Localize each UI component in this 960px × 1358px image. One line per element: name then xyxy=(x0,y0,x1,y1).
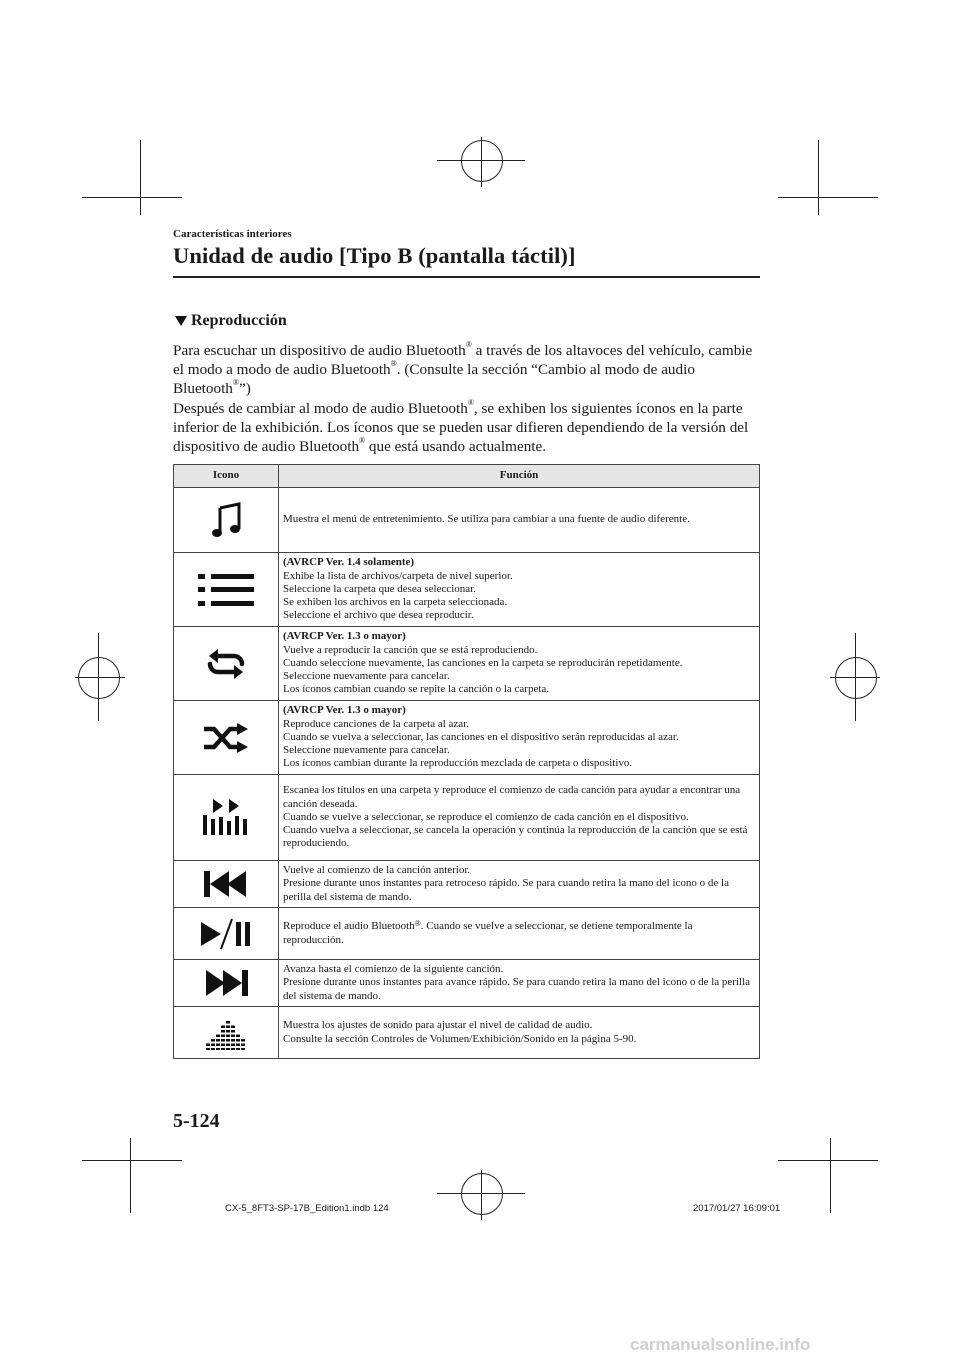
scan-icon xyxy=(203,799,249,837)
section-label: Características interiores xyxy=(173,228,292,240)
function-line: Avanza hasta el comienzo de la siguiente canción. xyxy=(283,963,504,976)
play-pause-icon xyxy=(201,918,251,950)
function-line: Los íconos cambian cuando se repite la canción o la carpeta. xyxy=(283,683,550,696)
table-row xyxy=(174,1007,760,1059)
function-line: Cuando vuelva a seleccionar, se cancela la operación y continúa la reproducción de la canción que se está reproduciendo. xyxy=(283,824,748,850)
function-line: Cuando se vuelva a seleccionar, las canciones en el dispositivo serán reproducidas al azar. xyxy=(283,730,679,743)
function-line: Presione durante unos instantes para retroceso rápido. Se para cuando retira la mano del icono o de la perilla del sistema de mando. xyxy=(283,877,729,903)
function-line: Se exhiben los archivos en la carpeta seleccionada. xyxy=(283,596,508,609)
page-title: Unidad de audio [Tipo B (pantalla táctil)] xyxy=(173,243,576,268)
page-number: 5-124 xyxy=(173,1110,220,1132)
function-line: Presione durante unos instantes para avance rápido. Se para cuando retira la mano del icono o de la perilla del sistema de mando. xyxy=(283,976,751,1002)
footer-file-name: CX-5_8FT3-SP-17B_Edition1.indb 124 xyxy=(225,1203,389,1214)
function-text: Muestra el menú de entretenimiento. Se utiliza para cambiar a una fuente de audio diferente. xyxy=(283,513,690,526)
repeat-icon xyxy=(204,649,248,679)
triangle-bullet-icon xyxy=(175,316,187,326)
footer-date-time: 2017/01/27 16:09:01 xyxy=(693,1203,781,1214)
table-row xyxy=(174,960,760,1007)
table-row xyxy=(174,861,760,908)
table-row xyxy=(174,553,760,627)
function-line: Reproduce canciones de la carpeta al azar. xyxy=(283,717,469,730)
watermark: carmanualsonline.info xyxy=(630,1335,811,1354)
function-line: Cuando seleccione nuevamente, las canciones en la carpeta se reproducirán repetidamente. xyxy=(283,656,683,669)
shuffle-icon xyxy=(202,723,250,753)
icon-function-table xyxy=(173,464,760,1059)
function-line: Escanea los títulos en una carpeta y reproduce el comienzo de cada canción para ayudar a encontrar una canción deseada. xyxy=(283,784,741,810)
function-line: Seleccione la carpeta que desea seleccionar. xyxy=(283,582,476,595)
table-row xyxy=(174,488,760,553)
title-divider xyxy=(173,276,760,278)
subsection-heading xyxy=(175,312,287,330)
function-line: Vuelve al comienzo de la canción anterior. xyxy=(283,864,471,877)
table-row xyxy=(174,701,760,775)
function-text: Reproduce el audio Bluetooth®. Cuando se vuelve a seleccionar, se detiene temporalmente la reproducción. xyxy=(283,919,693,946)
function-line: Seleccione el archivo que desea reproducir. xyxy=(283,609,474,622)
table-row xyxy=(174,627,760,701)
function-title: (AVRCP Ver. 1.3 o mayor) xyxy=(283,704,406,717)
list-icon xyxy=(198,572,254,608)
intro-paragraph-2: Después de cambiar al modo de audio Bluetooth®, se exhiben los siguientes íconos en la parte inferior de la exhibición. Los íconos que se pueden usar difieren dependiendo de la versión del dispositivo de audio Bluetooth® que está usando actualmente. xyxy=(173,397,749,456)
table-row xyxy=(174,775,760,861)
column-header-icon: Icono xyxy=(174,465,279,488)
function-title: (AVRCP Ver. 1.4 solamente) xyxy=(283,556,415,569)
table-row xyxy=(174,908,760,960)
previous-track-icon xyxy=(204,871,248,897)
function-line: Seleccione nuevamente para cancelar. xyxy=(283,744,450,757)
function-title: (AVRCP Ver. 1.3 o mayor) xyxy=(283,630,406,643)
function-line: Muestra los ajustes de sonido para ajustar el nivel de calidad de audio. xyxy=(283,1019,593,1032)
subsection-title: Reproducción xyxy=(191,312,287,329)
next-track-icon xyxy=(204,970,248,996)
table-header-row xyxy=(174,465,760,488)
function-line: Cuando se vuelve a seleccionar, se reproduce el comienzo de cada canción en el dispositivo. xyxy=(283,810,689,823)
function-line: Vuelve a reproducir la canción que se está reproduciendo. xyxy=(283,643,538,656)
intro-paragraph-1: Para escuchar un dispositivo de audio Bluetooth® a través de los altavoces del vehículo, cambie el modo a modo de audio Bluetooth®. (Consulte la sección “Cambio al modo de audio Bluetooth®”) xyxy=(173,340,753,398)
function-line: Seleccione nuevamente para cancelar. xyxy=(283,670,450,683)
equalizer-icon xyxy=(206,1016,246,1050)
music-note-icon xyxy=(211,502,241,538)
function-line: Exhibe la lista de archivos/carpeta de nivel superior. xyxy=(283,569,513,582)
function-line: Los íconos cambian durante la reproducción mezclada de carpeta o dispositivo. xyxy=(283,757,633,770)
function-line: Consulte la sección Controles de Volumen/Exhibición/Sonido en la página 5-90. xyxy=(283,1032,637,1045)
column-header-function: Función xyxy=(279,465,760,488)
intro-text xyxy=(173,341,763,456)
